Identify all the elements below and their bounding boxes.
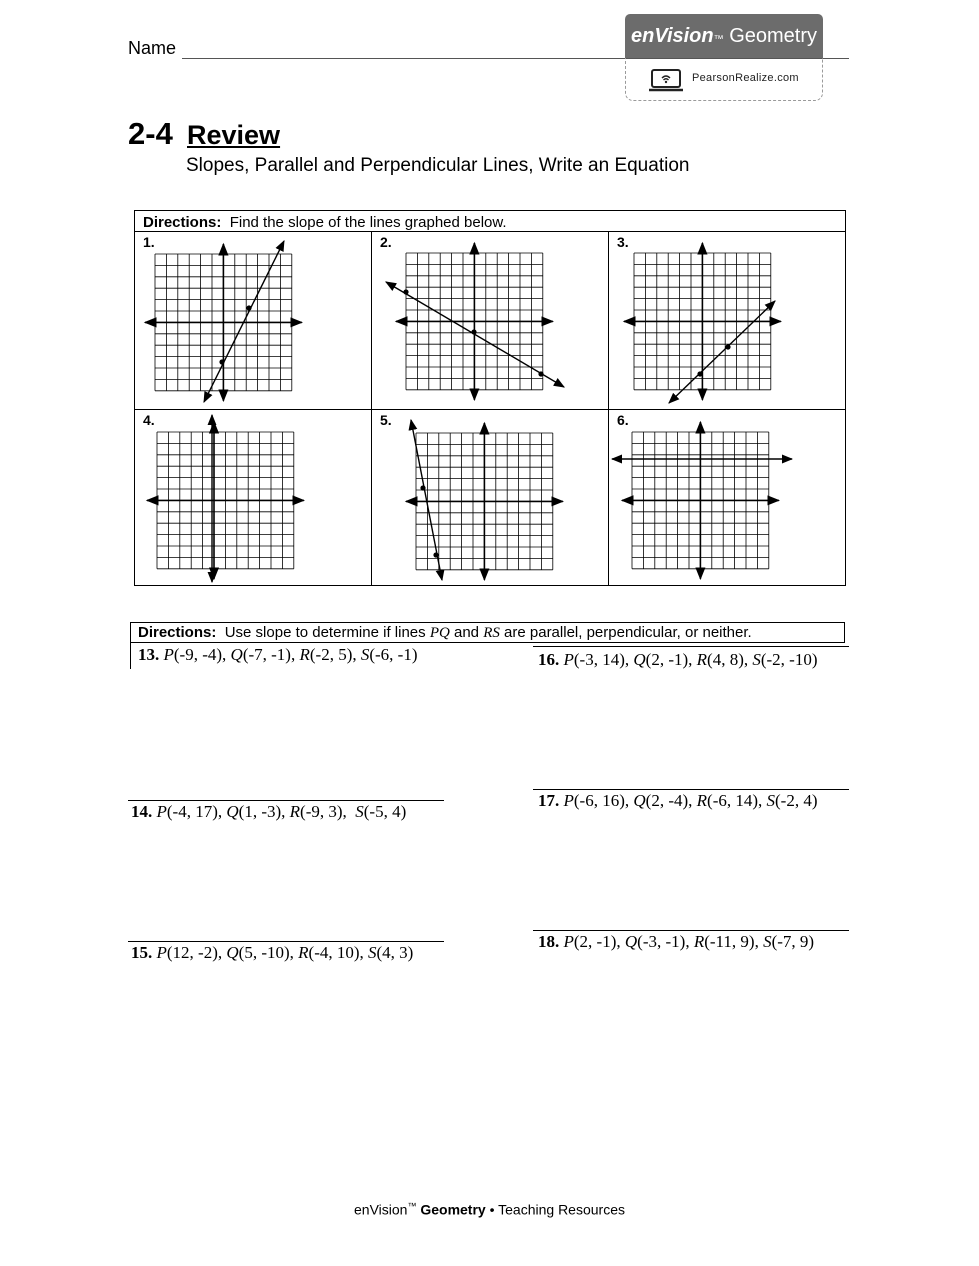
graph-grid-svg	[134, 210, 846, 586]
problem-14-rule	[128, 800, 444, 801]
problem-17-rule	[533, 789, 849, 790]
problem-13: 13. P(-9, -4), Q(-7, -1), R(-2, 5), S(-6, -1)	[138, 645, 418, 664]
grid-1-point	[219, 359, 224, 364]
problem-18: 18. P(2, -1), Q(-3, -1), R(-11, 9), S(-7, 9)	[538, 932, 815, 951]
grid-5-point	[420, 485, 425, 490]
grid-2-point	[471, 329, 476, 334]
brand-logo: enVision™ Geometry	[625, 14, 823, 58]
graph-label-5: 5.	[380, 412, 392, 428]
lesson-number: 2-4	[128, 116, 173, 151]
graph-label-4: 4.	[143, 412, 155, 428]
graph-label-1: 1.	[143, 234, 155, 250]
problem-15-rule	[128, 941, 444, 942]
problem-16-rule	[533, 646, 849, 647]
problem-18-rule	[533, 930, 849, 931]
problem-14: 14. P(-4, 17), Q(1, -3), R(-9, 3), S(-5, 4)	[131, 802, 407, 821]
problem-15: 15. P(12, -2), Q(5, -10), R(-4, 10), S(4, 3)	[131, 943, 414, 962]
graph-table	[134, 210, 846, 586]
problem-13-left-rule	[130, 643, 131, 669]
grid-1-point	[246, 305, 251, 310]
envision-brand-box	[625, 14, 823, 100]
problem-17: 17. P(-6, 16), Q(2, -4), R(-6, 14), S(-2, 4)	[538, 791, 818, 810]
grid-2-point	[403, 289, 408, 294]
graph-directions: Directions: Find the slope of the lines graphed below.	[143, 214, 507, 231]
graph-label-2: 2.	[380, 234, 392, 250]
problem-directions: Directions: Use slope to determine if lines PQ and RS are parallel, perpendicular, or neither.	[130, 622, 845, 643]
graph-label-3: 3.	[617, 234, 629, 250]
lesson-subtitle: Slopes, Parallel and Perpendicular Lines, Write an Equation	[186, 155, 690, 176]
footer: enVision™ Geometry • Teaching Resources	[354, 1201, 625, 1218]
realize-link-box[interactable]	[625, 58, 823, 101]
problem-16: 16. P(-3, 14), Q(2, -1), R(4, 8), S(-2, -10)	[538, 650, 818, 669]
grid-3-point	[697, 371, 702, 376]
graph-label-6: 6.	[617, 412, 629, 428]
laptop-icon	[648, 68, 684, 94]
grid-2-point	[538, 371, 543, 376]
realize-url[interactable]: PearsonRealize.com	[692, 72, 799, 84]
name-label: Name	[128, 38, 177, 58]
grid-3-point	[725, 344, 730, 349]
grid-5-point	[433, 552, 438, 557]
lesson-title: Review	[187, 120, 281, 150]
